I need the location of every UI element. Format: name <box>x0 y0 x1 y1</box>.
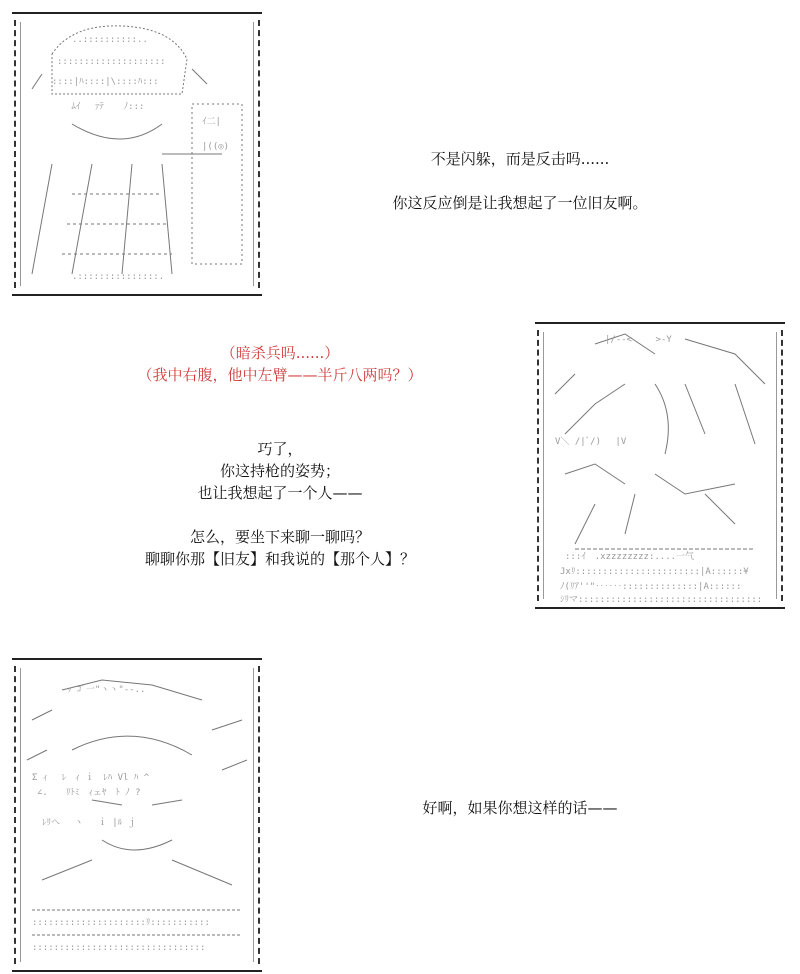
dialogue-spacer <box>330 170 710 192</box>
dialogue-block-1 <box>330 148 710 214</box>
dialogue-line: 也让我想起了一个人—— <box>197 484 363 502</box>
svg-text:ｲ二|: ｲ二| <box>202 117 221 127</box>
dialogue-line: （暗杀兵吗......） <box>220 344 340 362</box>
svg-text:Jxﾘ:::::::::::::::::::::::|A::: Jxﾘ:::::::::::::::::::::::|A::::::¥ <box>560 567 749 577</box>
dialogue-block-3 <box>60 438 500 570</box>
svg-text:Σ ｨ ﾚ ｨ ｉ ﾚﾊ Vl ﾊ ^: Σ ｨ ﾚ ｨ ｉ ﾚﾊ Vl ﾊ ^ <box>32 773 150 783</box>
svg-text:ｼﾘマ:::::::::::::::::::::::::::: ｼﾘマ:::::::::::::::::::::::::::::::::: <box>560 595 763 605</box>
svg-text:|((◎): |((◎) <box>202 142 230 152</box>
dialogue-line: 不是闪躲，而是反击吗...... <box>430 150 610 168</box>
ascii-art-panel-2 <box>535 322 785 609</box>
svg-text:V＼ /|ﾞ/) |V: V＼ /|ﾞ/) |V <box>555 437 627 447</box>
svg-text:ﾑｲ ｧﾃ ﾉ:::: ﾑｲ ｧﾃ ﾉ::: <box>57 102 145 112</box>
ascii-art-panel-1 <box>12 12 262 296</box>
dialogue-block-2-inner-thought <box>60 342 500 386</box>
svg-text:|/--< >-Y: |/--< >-Y <box>605 335 672 345</box>
dialogue-line: 好啊，如果你想这样的话—— <box>422 799 618 817</box>
dialogue-line: 你这持枪的姿势； <box>219 462 340 480</box>
svg-text:::::::::::::::::::::: :::::::::::::::::::: <box>57 57 166 67</box>
svg-text:ｯ ｺﾞ一"ヽヽ"‐‐..: ｯ ｺﾞ一"ヽヽ"‐‐.. <box>67 685 146 695</box>
dialogue-line: 巧了， <box>257 440 303 458</box>
ascii-art-character-icon <box>12 14 262 294</box>
svg-text:ﾚﾘヘ ヽ ｉ |ﾙ ｊ: ﾚﾘヘ ヽ ｉ |ﾙ ｊ <box>42 818 137 828</box>
ascii-art-panel-3 <box>12 658 262 972</box>
svg-text:.:::::::::::::::.: .:::::::::::::::. <box>72 272 165 282</box>
svg-text:∠. ﾘﾄﾐ ｨェﾔ ﾄ ﾉ ?: ∠. ﾘﾄﾐ ｨェﾔ ﾄ ﾉ ? <box>37 788 141 798</box>
ascii-art-character-icon <box>535 324 785 607</box>
svg-text:ﾉ(ﾘｱ''"‥‥‥::::::::::::::|A::::: ﾉ(ﾘｱ''"‥‥‥::::::::::::::|A:::::: <box>560 582 742 592</box>
dialogue-block-4 <box>330 797 710 819</box>
dialogue-line: 你这反应倒是让我想起了一位旧友啊。 <box>392 194 648 212</box>
svg-text:..::::::::::..: ..::::::::::.. <box>72 35 148 45</box>
dialogue-spacer <box>60 504 500 526</box>
ascii-art-character-icon <box>12 660 262 970</box>
svg-text:::::|ﾊ::::|\::::ﾊ:::: ::::|ﾊ::::|\::::ﾊ::: <box>52 77 159 87</box>
svg-text::::ｲ .xzzzzzzzz:....一气: :::ｲ .xzzzzzzzz:....一气 <box>565 552 695 562</box>
dialogue-line: 怎么，要坐下来聊一聊吗？ <box>189 528 370 546</box>
svg-text::::::::::::::::::::::ﾘ::::::::: :::::::::::::::::::::ﾘ::::::::::: <box>32 918 210 928</box>
dialogue-line: 聊聊你那【旧友】和我说的【那个人】？ <box>144 550 415 568</box>
svg-text:::::::::::::::::::::::::::::::: :::::::::::::::::::::::::::::::: <box>32 943 206 953</box>
dialogue-line: （我中右腹，他中左臂——半斤八两吗？） <box>137 366 423 384</box>
